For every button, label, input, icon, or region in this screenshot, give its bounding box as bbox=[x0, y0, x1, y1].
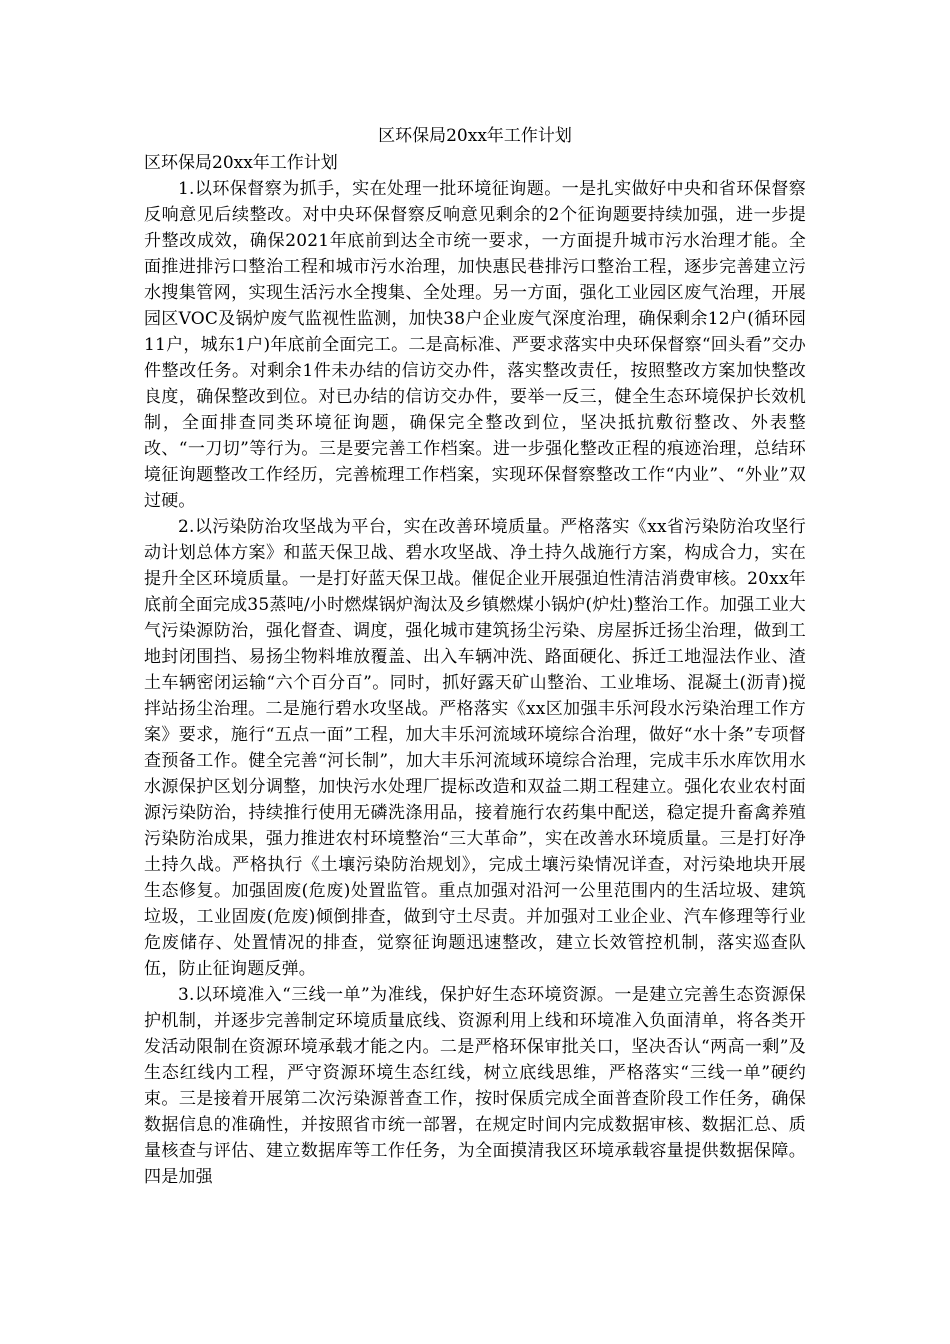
document-subtitle: 区环保局20xx年工作计划 bbox=[144, 153, 338, 173]
paragraph-2: 2.以污染防治攻坚战为平台，实在改善环境质量。严格落实《xx省污染防治攻坚行动计划总体方案》和蓝天保卫战、碧水攻坚战、净土持久战施行方案，构成合力，实在提升全区环境质量。一是打好蓝天保卫战。催促企业开展强迫性清洁消费审核。20xx年底前全面完成35蒸吨/小时燃煤锅炉淘汰及乡镇燃煤小锅炉(炉灶)整治工作。加强工业大气污染源防治，强化督查、调度，强化城市建筑扬尘污染、房屋拆迁扬尘治理，做到工地封闭围挡、易扬尘物料堆放覆盖、出入车辆冲洗、路面硬化、拆迁工地湿法作业、渣土车辆密闭运输“六个百分百”。同时，抓好露天矿山整治、工业堆场、混凝土(沥青)搅拌站扬尘治理。二是施行碧水攻坚战。严格落实《xx区加强丰乐河段水污染治理工作方案》要求，施行“五点一面”工程，加大丰乐河流域环境综合治理，做好“水十条”专项督查预备工作。健全完善“河长制”，加大丰乐河流域环境综合治理，完成丰乐水库饮用水水源保护区划分调整，加快污水处理厂提标改造和双益二期工程建立。强化农业农村面源污染防治，持续推行使用无磷洗涤用品，接着施行农药集中配送，稳定提升畜禽养殖污染防治成果，强力推进农村环境整治“三大革命”，实在改善水环境质量。三是打好净土持久战。严格执行《土壤污染防治规划》，完成土壤污染情况详查，对污染地块开展生态修复。加强固废(危废)处置监管。重点加强对沿河一公里范围内的生活垃圾、建筑垃圾，工业固废(危废)倾倒排查，做到守土尽责。并加强对工业企业、汽车修理等行业危废储存、处置情况的排查，觉察征询题迅速整改，建立长效管控机制，落实巡查队伍，防止征询题反弹。 bbox=[144, 517, 806, 979]
document-title: 区环保局20xx年工作计划 bbox=[378, 126, 572, 146]
paragraph-3: 3.以环境准入“三线一单”为准线，保护好生态环境资源。一是建立完善生态资源保护机制，并逐步完善制定环境质量底线、资源利用上线和环境准入负面清单，将各类开发活动限制在资源环境承载才能之内。二是严格环保审批关口，坚决否认“两高一剩”及生态红线内工程，严守资源环境生态红线，树立底线思维，严格落实“三线一单”硬约束。三是接着开展第二次污染源普查工作，按时保质完成全面普查阶段工作任务，确保数据信息的准确性，并按照省市统一部署，在规定时间内完成数据审核、数据汇总、质量核查与评估、建立数据库等工作任务，为全面摸清我区环境承载容量提供数据保障。四是加强 bbox=[144, 985, 806, 1187]
document-page bbox=[144, 122, 806, 1190]
paragraph-1: 1.以环保督察为抓手，实在处理一批环境征询题。一是扎实做好中央和省环保督察反响意见后续整改。对中央环保督察反响意见剩余的2个征询题要持续加强，进一步提升整改成效，确保2021年底前到达全市统一要求，一方面提升城市污水治理才能。全面推进排污口整治工程和城市污水治理，加快惠民巷排污口整治工程，逐步完善建立污水搜集管网，实现生活污水全搜集、全处理。另一方面，强化工业园区废气治理，开展园区VOC及锅炉废气监视性监测，加快38户企业废气深度治理，确保剩余12户(循环园11户，城东1户)年底前全面完工。二是高标准、严要求落实中央环保督察“回头看”交办件整改任务。对剩余1件未办结的信访交办件，落实整改责任，按照整改方案加快整改良度，确保整改到位。对已办结的信访交办件，要举一反三，健全生态环境保护长效机制，全面排查同类环境征询题，确保完全整改到位，坚决抵抗敷衍整改、外表整改、“一刀切”等行为。三是要完善工作档案。进一步强化整改正程的痕迹治理，总结环境征询题整改工作经历，完善梳理工作档案，实现环保督察整改工作“内业”、“外业”双过硬。 bbox=[144, 179, 806, 511]
